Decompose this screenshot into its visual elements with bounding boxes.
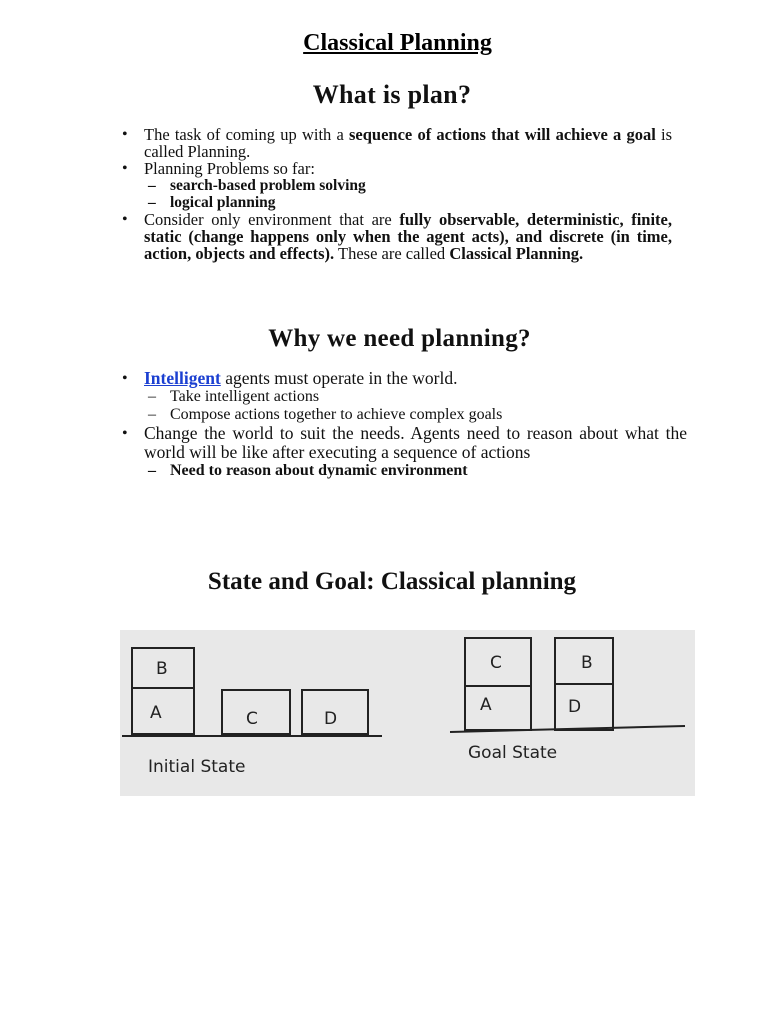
block-label: A [150, 703, 162, 723]
slide-heading: What is plan? [312, 80, 472, 109]
block-a-initial [132, 688, 194, 734]
initial-state-label: Initial State [148, 757, 246, 777]
block-label: D [324, 709, 338, 729]
bullet-list [112, 369, 687, 480]
blocks-world-drawing [120, 630, 695, 796]
sub-list-item: – search-based problem solving [144, 177, 672, 194]
block-label: A [480, 695, 492, 715]
slide-why-planning [112, 325, 687, 480]
sub-list-item: – logical planning [144, 194, 672, 211]
sub-list [144, 388, 687, 424]
sub-list-item: – Compose actions together to achieve complex goals [144, 406, 687, 424]
slide-heading: Why we need planning? [268, 325, 531, 352]
sub-list-item: – Take intelligent actions [144, 388, 687, 406]
list-item: • Intelligent agents must operate in the world. – Take intelligent actions – Compose actions together to achieve complex goals [112, 369, 687, 424]
sub-list [144, 177, 672, 211]
block-label: C [246, 709, 258, 729]
goal-state-label: Goal State [468, 743, 558, 763]
block-label: B [156, 659, 168, 679]
list-item: • Change the world to suit the needs. Agents need to reason about what the world will be like after executing a sequence of actions – Need to reason about dynamic environment [112, 424, 687, 480]
blocks-world-photo [120, 630, 695, 796]
sub-list-item: – Need to reason about dynamic environment [144, 462, 687, 480]
sub-list [144, 462, 687, 480]
block-label: B [581, 653, 593, 673]
block-a-goal [465, 686, 531, 730]
list-item: • The task of coming up with a sequence of actions that will achieve a goal is called Planning. [112, 126, 672, 160]
page-title: Classical Planning [303, 30, 492, 56]
block-label: C [490, 653, 502, 673]
block-label: D [568, 697, 582, 717]
block-d-goal [555, 684, 613, 730]
bullet-list [112, 126, 672, 262]
intelligent-link[interactable]: Intelligent [144, 368, 221, 388]
state-goal-heading: State and Goal: Classical planning [207, 568, 577, 595]
list-item: • Consider only environment that are fully observable, deterministic, finite, static (change happens only when the agent acts), and discrete (in time, action, objects and effects). These are called Classical Planning. [112, 211, 672, 262]
slide-what-is-plan [112, 80, 672, 262]
list-item: • Planning Problems so far: – search-based problem solving – logical planning [112, 160, 672, 211]
